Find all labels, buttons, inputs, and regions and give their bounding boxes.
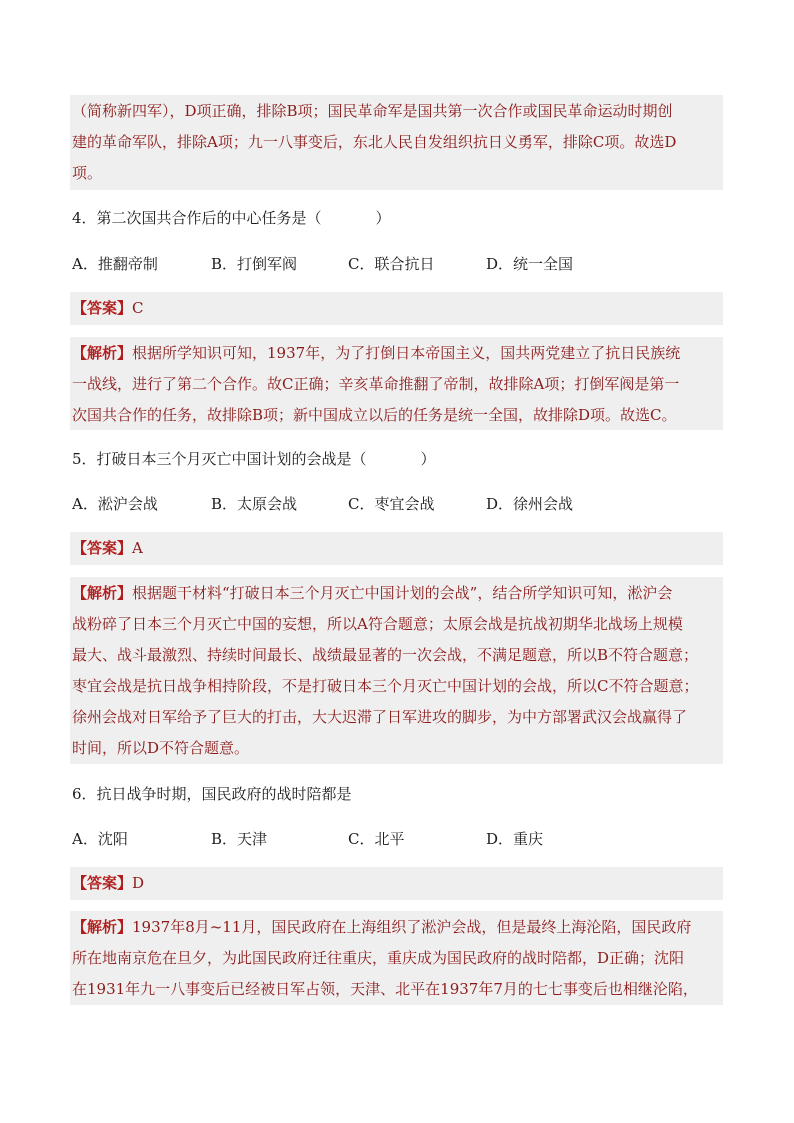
option-d: D．徐州会战 xyxy=(486,495,574,513)
question-stem-5 xyxy=(72,449,436,469)
question-stem-text: 4．第二次国共合作后的中心任务是（ xyxy=(72,209,322,227)
analysis-line xyxy=(72,578,721,609)
option-d: D．统一全国 xyxy=(486,255,574,273)
question-stem-text: 5．打破日本三个月灭亡中国计划的会战是（ xyxy=(72,450,367,468)
option-d: D．重庆 xyxy=(486,830,544,848)
analysis-line: （简称新四军），D项正确，排除B项；国民革命军是国共第一次合作或国民革命运动时期创 xyxy=(72,102,673,120)
analysis-line xyxy=(72,912,721,943)
analysis-line: 最大、战斗最激烈、持续时间最长、战绩最显著的一次会战，不满足题意，所以B不符合题意； xyxy=(72,646,699,664)
analysis-line: 徐州会战对日军给予了巨大的打击，大大迟滞了日军进攻的脚步，为中方部署武汉会战赢得了 xyxy=(72,708,688,726)
analysis-text xyxy=(72,96,721,189)
analysis-label: 【解析】 xyxy=(72,344,133,362)
analysis-line: 枣宜会战是抗日战争相持阶段，不是打破日本三个月灭亡中国计划的会战，所以C不符合题意； xyxy=(72,677,699,695)
analysis-block-6 xyxy=(70,911,723,1005)
answer-label: 【答案】 xyxy=(72,299,133,317)
options-row-6 xyxy=(72,829,672,849)
answer-block-4 xyxy=(70,292,723,325)
options-row-4 xyxy=(72,254,672,274)
analysis-line: 在1931年九一八事变后已经被日军占领，天津、北平在1937年7月的七七事变后也相继沦陷， xyxy=(72,980,698,998)
analysis-block-4 xyxy=(70,337,723,430)
analysis-line-text: 1937年8月~11月，国民政府在上海组织了淞沪会战，但是最终上海沦陷，国民政府 xyxy=(132,918,692,936)
option-a: A．推翻帝制 xyxy=(72,255,158,273)
analysis-block-5 xyxy=(70,577,723,764)
analysis-line: 建的革命军队，排除A项；九一八事变后，东北人民自发组织抗日义勇军，排除C项。故选D xyxy=(72,133,677,151)
analysis-line: 一战线，进行了第二个合作。故C正确；辛亥革命推翻了帝制，故排除A项；打倒军阀是第一 xyxy=(72,375,680,393)
answer-block-6 xyxy=(70,867,723,900)
option-c: C．北平 xyxy=(348,830,405,848)
analysis-line: 所在地南京危在旦夕，为此国民政府迁往重庆，重庆成为国民政府的战时陪都，D正确；沈阳 xyxy=(72,949,685,967)
analysis-label: 【解析】 xyxy=(72,584,133,602)
answer-value: A xyxy=(132,539,143,557)
analysis-label: 【解析】 xyxy=(72,918,133,936)
analysis-line-text: 根据所学知识可知，1937年，为了打倒日本帝国主义，国共两党建立了抗日民族统 xyxy=(132,344,681,362)
answer-value: D xyxy=(132,874,145,892)
option-c: C．联合抗日 xyxy=(348,255,435,273)
option-b: B．天津 xyxy=(211,830,268,848)
question-stem-text: 6．抗日战争时期，国民政府的战时陪都是 xyxy=(72,785,352,803)
answer-label: 【答案】 xyxy=(72,539,133,557)
question-stem-close: ） xyxy=(420,450,436,468)
analysis-block-q3 xyxy=(70,95,723,190)
option-c: C．枣宜会战 xyxy=(348,495,435,513)
option-a: A．沈阳 xyxy=(72,830,128,848)
analysis-line: 时间，所以D不符合题意。 xyxy=(72,739,250,757)
question-stem-6 xyxy=(72,784,352,804)
option-a: A．淞沪会战 xyxy=(72,495,158,513)
answer-value: C xyxy=(132,299,144,317)
analysis-line: 战粉碎了日本三个月灭亡中国的妄想，所以A符合题意；太原会战是抗战初期华北战场上规模 xyxy=(72,615,683,633)
option-b: B．太原会战 xyxy=(211,495,298,513)
analysis-line: 次国共合作的任务，故排除B项；新中国成立以后的任务是统一全国，故排除D项。故选C。 xyxy=(72,406,677,424)
analysis-line: 项。 xyxy=(72,164,103,182)
analysis-line-text: 根据题干材料“打破日本三个月灭亡中国计划的会战”，结合所学知识可知，淞沪会 xyxy=(132,584,673,602)
analysis-line xyxy=(72,338,721,369)
question-stem-4 xyxy=(72,208,391,228)
answer-label: 【答案】 xyxy=(72,874,133,892)
options-row-5 xyxy=(72,494,672,514)
option-b: B．打倒军阀 xyxy=(211,255,298,273)
question-stem-close: ） xyxy=(375,209,391,227)
answer-block-5 xyxy=(70,532,723,565)
